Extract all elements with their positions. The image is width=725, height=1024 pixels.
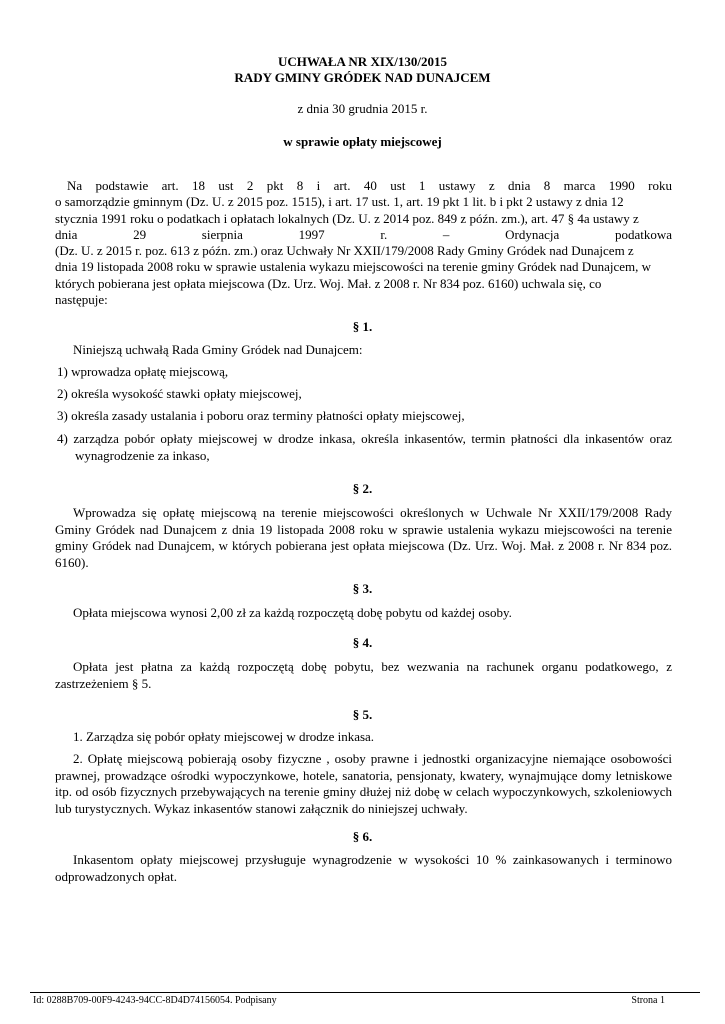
section-heading-1: § 1. bbox=[352, 319, 373, 334]
preamble-line: następuje: bbox=[55, 292, 108, 307]
list-item: 2) określa wysokość stawki opłaty miejscowej, bbox=[57, 386, 302, 401]
preamble-line: (Dz. U. z 2015 r. poz. 613 z późn. zm.) oraz Uchwały Nr XXII/179/2008 Rady Gminy Gródek nad Dunajcem z bbox=[55, 243, 634, 258]
list-item: 4) zarządza pobór opłaty miejscowej w drodze inkasa, określa inkasentów, termin płatności dla inkasentów oraz wynagrodzenie za inkaso, bbox=[57, 431, 672, 463]
list-item: 1) wprowadza opłatę miejscową, bbox=[57, 364, 229, 379]
footer-page-number: Strona 1 bbox=[631, 995, 665, 1006]
section-4-text: Opłata jest płatna za każdą rozpoczętą dobę pobytu, bez wezwania na rachunek organu podatkowego, z zastrzeżeniem § 5. bbox=[55, 659, 672, 691]
preamble-line: stycznia 1991 roku o podatkach i opłatach lokalnych (Dz. U. z 2014 poz. 849 z późn. zm.), art. 47 § 4a ustawy z bbox=[55, 211, 639, 226]
section-5-point-1: 1. Zarządza się pobór opłaty miejscowej w drodze inkasa. bbox=[73, 729, 375, 744]
preamble-line: Na podstawie art. 18 ust 2 pkt 8 i art. 40 ust 1 ustawy z dnia 8 marca 1990 roku bbox=[67, 178, 672, 193]
resolution-number: UCHWAŁA NR XIX/130/2015 bbox=[277, 54, 447, 69]
section-heading-4: § 4. bbox=[352, 635, 373, 650]
section-heading-3: § 3. bbox=[352, 581, 373, 596]
section-6-text: Inkasentom opłaty miejscowej przysługuje wynagrodzenie w wysokości 10 % zainkasowanych i terminowo odprowadzonych opłat. bbox=[55, 852, 672, 884]
section-3-text: Opłata miejscowa wynosi 2,00 zł za każdą rozpoczętą dobę pobytu od każdej osoby. bbox=[73, 605, 512, 620]
footer-document-id: Id: 0288B709-00F9-4243-94CC-8D4D74156054. Podpisany bbox=[33, 995, 277, 1006]
list-item: 3) określa zasady ustalania i poboru oraz terminy płatności opłaty miejscowej, bbox=[57, 408, 465, 423]
section-2-text: Wprowadza się opłatę miejscową na terenie miejscowości określonych w Uchwale Nr XXII/179/2008 Rady Gminy Gródek nad Dunajcem z dnia 19 listopada 2008 roku w sprawie ustalenia wykazu miejscowości na terenie gminy Gródek nad Dunajcem, w których pobierana jest opłata miejscowa (Dz. Urz. Woj. Mał. z 2008 r. Nr 834 poz. 6160). bbox=[55, 505, 672, 570]
section-heading-2: § 2. bbox=[352, 481, 373, 496]
section-1-intro: Niniejszą uchwałą Rada Gminy Gródek nad Dunajcem: bbox=[73, 342, 363, 357]
preamble-line: dnia 19 listopada 2008 roku w sprawie ustalenia wykazu miejscowości na terenie gminy Gródek nad Dunajcem, w bbox=[55, 259, 652, 274]
section-heading-5: § 5. bbox=[352, 707, 373, 722]
resolution-subject: w sprawie opłaty miejscowej bbox=[283, 134, 442, 149]
footer-divider bbox=[30, 992, 700, 993]
section-heading-6: § 6. bbox=[352, 829, 373, 844]
council-name: RADY GMINY GRÓDEK NAD DUNAJCEM bbox=[234, 70, 491, 85]
preamble-line: o samorządzie gminnym (Dz. U. z 2015 poz. 1515), i art. 17 ust. 1, art. 19 pkt 1 lit. b i pkt 2 ustawy z dnia 12 bbox=[55, 194, 624, 209]
section-5-point-2: 2. Opłatę miejscową pobierają osoby fizyczne , osoby prawne i jednostki organizacyjne niemające osobowości prawnej, prowadzące ośrodki wypoczynkowe, hotele, sanatoria, pensjonaty, kwatery, wynajmujące domy letniskowe itp. od osób fizycznych przebywających na terenie gminy dłużej niż dobę w celach wypoczynkowych, szkoleniowych lub turystycznych. Wykaz inkasentów stanowi załącznik do niniejszej uchwały. bbox=[55, 751, 672, 816]
resolution-date: z dnia 30 grudnia 2015 r. bbox=[297, 101, 428, 116]
preamble-line: dnia 29 sierpnia 1997 r. – Ordynacja podatkowa bbox=[55, 227, 672, 242]
preamble-line: których pobierana jest opłata miejscowa (Dz. Urz. Woj. Mał. z 2008 r. Nr 834 poz. 6160) uchwala się, co bbox=[55, 276, 602, 291]
